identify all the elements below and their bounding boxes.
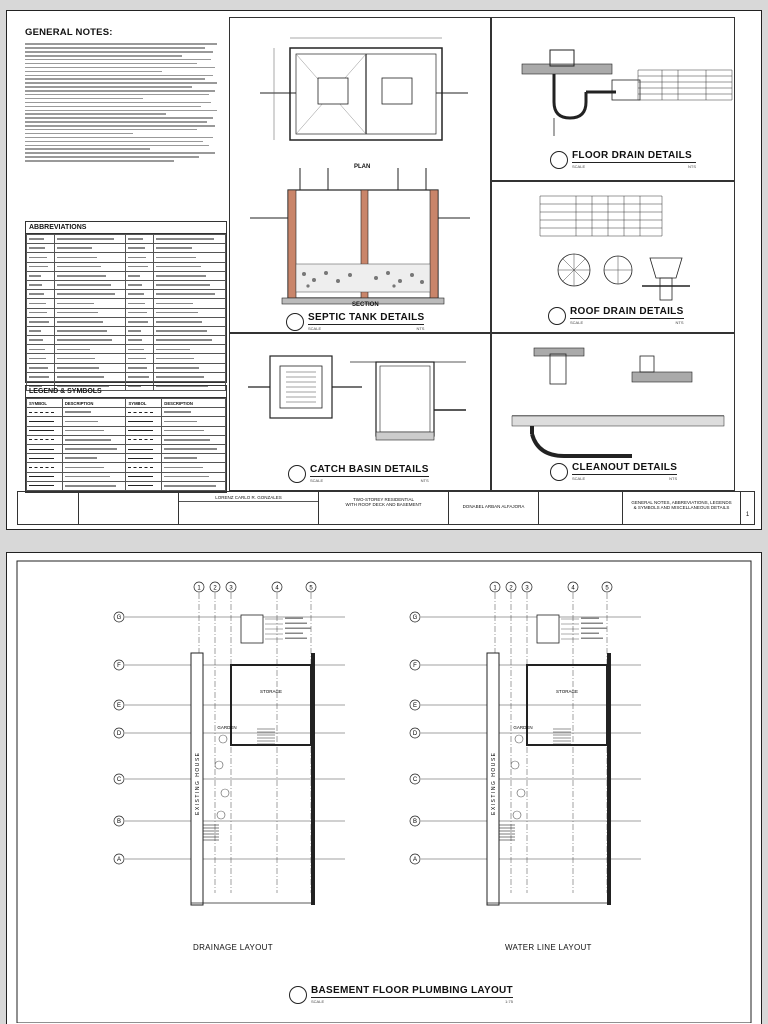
water-line-grid-row-label: F [413,663,417,670]
abbreviation-row [27,326,226,335]
general-notes-text [25,41,221,164]
sheet-title-cell [622,492,740,524]
water-line-callout-text [581,618,599,620]
water-line-grid-column-label: 4 [571,585,575,592]
plumbing-layout-title-text: BASEMENT FLOOR PLUMBING LAYOUT [311,985,513,996]
drainage-grid-row-label: B [116,819,122,826]
drainage-callout-text [285,633,303,635]
water-line-grid-row-label: B [412,819,418,826]
water-line-boundary-wall [607,653,611,905]
legend-row [27,426,226,435]
abbreviation-row [27,372,226,381]
abbreviation-row [27,345,226,354]
legend-row [27,463,226,472]
septic-title-text: SEPTIC TANK DETAILS [308,312,425,323]
legend-grid [26,398,226,491]
detail-marker-icon [288,465,306,483]
drainage-grid-column-label: 3 [229,585,233,592]
drainage-callout-text [285,618,303,620]
water-line-planter [517,789,525,797]
water-line-callout-text [581,633,599,635]
abbreviation-row [27,280,226,289]
sheet-number: 1 [745,512,750,518]
roof-drain-panel [491,181,735,333]
drainage-room-garden: GARDEN [217,725,237,730]
water-line-grid-column-label: 2 [509,585,513,592]
plumbing-scale-label: SCALE [311,999,325,1004]
drainage-grid-row-label: F [117,663,121,670]
drainage-fixture-block [241,615,263,643]
cleanout-title-text: CLEANOUT DETAILS [572,462,678,473]
legend-header-description: DESCRIPTION [62,399,126,408]
detail-marker-icon [289,986,307,1004]
drainage-boundary-wall [311,653,315,905]
drainage-room-storage: STORAGE [260,689,282,694]
drainage-planter [219,735,227,743]
drainage-grid-row-label: G [116,615,122,622]
catch-basin-title [288,464,429,483]
legend-header-symbol: SYMBOL [27,399,63,408]
sheet-number-cell [740,492,754,524]
engineer-name: LORENZ CARLO R. GONZALES [179,495,318,502]
abbreviation-row [27,336,226,345]
catch-basin-scale-value: NTS [420,478,429,483]
water-line-room-garden: GARDEN [513,725,533,730]
water-line-callout-text [581,623,603,625]
abbreviations-grid [26,234,226,391]
drainage-planter [221,789,229,797]
roof-drain-title-text: ROOF DRAIN DETAILS [570,306,684,317]
legend-header-description-2: DESCRIPTION [162,399,226,408]
project-line-1: TWO-STOREY RESIDENTIAL [352,497,415,502]
abbreviation-row [27,290,226,299]
catch-basin-scale-label: SCALE [310,478,324,483]
drainage-callout-text [285,628,311,630]
septic-plan-label: PLAN [354,164,371,170]
water-line-grid-row-label: E [412,703,418,710]
abbreviations-table [25,221,227,383]
drawing-sheet-plumbing-layout [6,552,762,1024]
septic-tank-drawing [230,18,490,332]
cleanout-title [550,462,677,481]
water-line-grid-column-label: 3 [525,585,529,592]
water-line-callout-text [581,638,603,640]
sheet-title-line-2: & SYMBOLS AND MISCELLANEOUS DETAILS [633,505,730,510]
water-line-planter [511,761,519,769]
water-line-grid-row-label: D [412,731,418,738]
revision-cell [538,492,622,524]
legend-header-symbol-2: SYMBOL [126,399,162,408]
plumbing-layout-title [289,985,513,1004]
drainage-grid-column-label: 2 [213,585,217,592]
water-line-fixture-block [537,615,559,643]
drainage-grid-column-label: 1 [197,585,201,592]
catch-basin-title-text: CATCH BASIN DETAILS [310,464,429,475]
abbreviation-row [27,317,226,326]
sheet-title-line-1: GENERAL NOTES, ABBREVIATIONS, LEGENDS [631,500,732,505]
water-line-planter [515,735,523,743]
drainage-existing-house-label: EXISTING HOUSE [195,751,201,815]
water-line-grid-column-label: 5 [605,585,609,592]
engineer-cell [178,492,318,524]
floor-drain-scale-value: NTS [688,164,696,169]
cleanout-scale-value: NTS [669,476,678,481]
water-line-grid-row-label: C [412,777,418,784]
notes-column [17,17,229,491]
septic-section-label: SECTION [352,302,379,308]
legend-row [27,408,226,417]
water-line-existing-house-label: EXISTING HOUSE [491,751,497,815]
abbreviation-row [27,235,226,244]
roof-drain-scale-label: SCALE [570,320,584,325]
abbreviations-heading: ABBREVIATIONS [26,222,226,234]
septic-scale-label: SCALE [308,326,322,331]
water-line-room-storage: STORAGE [556,689,578,694]
drainage-grid-row-label: A [116,857,122,864]
water-line-grid-row-label: G [412,615,418,622]
roof-drain-title [548,306,684,325]
catch-basin-panel [229,333,491,491]
drawing-sheet-details [6,10,762,530]
septic-tank-panel [229,17,491,333]
drainage-grid-row-label: E [116,703,122,710]
cleanout-panel [491,333,735,491]
legend-row [27,417,226,426]
abbreviation-row [27,244,226,253]
water-line-callout-text [581,628,607,630]
floor-drain-scale-label: SCALE [572,164,586,169]
general-notes-heading: GENERAL NOTES: [25,27,113,38]
water-line-grid-column-label: 1 [493,585,497,592]
drainage-planter [215,761,223,769]
drainage-grid-column-label: 4 [275,585,279,592]
septic-tank-title [286,312,424,331]
title-block-blank [78,492,178,524]
abbreviation-row [27,253,226,262]
plumbing-layout-drawing [7,553,761,1023]
legend-row [27,481,226,490]
abbreviation-row [27,354,226,363]
water-line-layout-label: WATER LINE LAYOUT [505,943,592,952]
plumbing-scale-value: 1:75 [505,999,513,1004]
floor-drain-panel [491,17,735,181]
drainage-planter [217,811,225,819]
legend-row [27,454,226,463]
drainage-callout-text [285,638,307,640]
water-line-grid-row-label: A [412,857,418,864]
drainage-callout-text [285,623,307,625]
water-line-planter [513,811,521,819]
roof-drain-scale-value: NTS [675,320,684,325]
project-cell [318,492,448,524]
owner-cell [448,492,538,524]
detail-marker-icon [548,307,566,325]
owner-name: DONABEL ARBAN ALFAJORA [462,504,525,509]
cleanout-scale-label: SCALE [572,476,586,481]
drainage-grid-row-label: D [116,731,122,738]
drainage-grid-row-label: C [116,777,122,784]
legend-heading: LEGEND & SYMBOLS [26,386,226,398]
floor-drain-title [550,150,696,169]
legend-row [27,444,226,453]
floor-drain-title-text: FLOOR DRAIN DETAILS [572,150,692,161]
abbreviation-row [27,262,226,271]
legend-row [27,472,226,481]
abbreviation-row [27,299,226,308]
detail-marker-icon [550,463,568,481]
abbreviation-row [27,308,226,317]
legend-table [25,385,227,493]
drainage-layout-label: DRAINAGE LAYOUT [193,943,273,952]
title-block [17,491,755,525]
legend-row [27,435,226,444]
detail-marker-icon [550,151,568,169]
septic-scale-value: NTS [416,326,425,331]
drainage-grid-column-label: 5 [309,585,313,592]
abbreviation-row [27,363,226,372]
detail-marker-icon [286,313,304,331]
abbreviation-row [27,271,226,280]
project-line-2: WITH ROOF DECK AND BASEMENT [345,502,422,507]
